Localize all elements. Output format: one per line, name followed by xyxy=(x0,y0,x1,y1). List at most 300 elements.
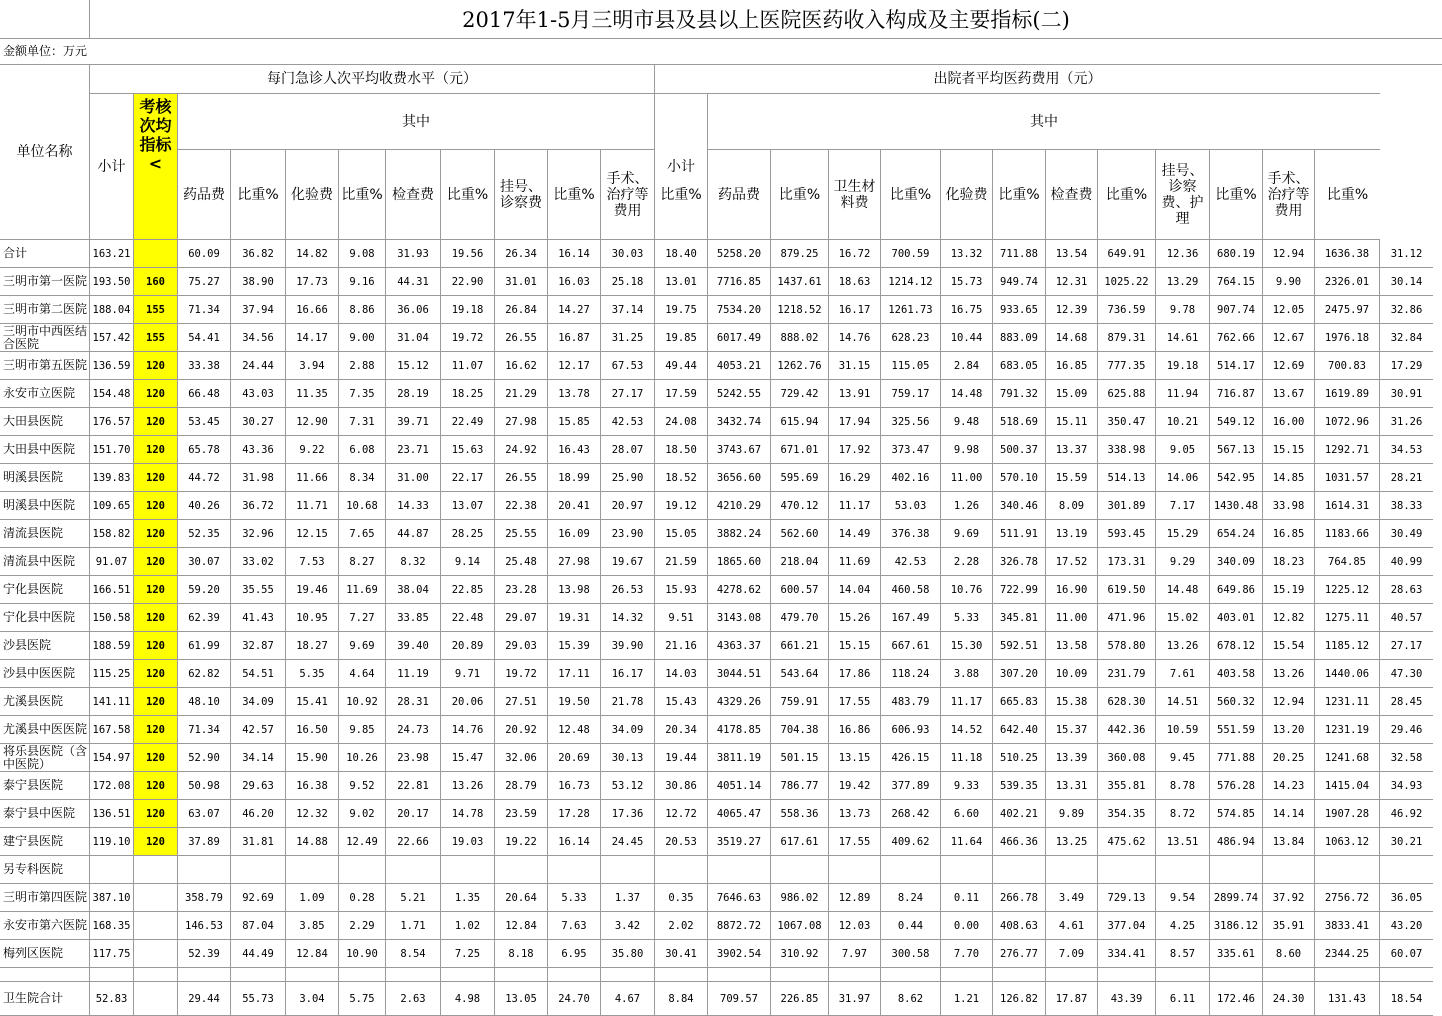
table-value xyxy=(386,856,441,884)
table-value: 44.87 xyxy=(386,520,441,548)
table-value: 486.94 xyxy=(1210,828,1263,856)
table-value: 22.90 xyxy=(441,268,495,296)
table-value: 36.05 xyxy=(1380,884,1433,912)
table-value: 23.71 xyxy=(386,436,441,464)
table-value: 32.96 xyxy=(231,520,286,548)
table-value: 24.45 xyxy=(601,828,655,856)
table-value: 11.64 xyxy=(941,828,993,856)
assess-value: 120 xyxy=(134,548,178,576)
table-value: 20.41 xyxy=(548,492,601,520)
table-value: 661.21 xyxy=(771,632,829,660)
table-value: 11.94 xyxy=(1156,380,1210,408)
table-value: 9.14 xyxy=(441,548,495,576)
table-value: 879.25 xyxy=(771,240,829,268)
table-value: 13.05 xyxy=(495,982,548,1016)
assess-value: 120 xyxy=(134,492,178,520)
header-op-col: 手术、治疗等费用 xyxy=(601,150,655,240)
header-ip-col: 检查费 xyxy=(1046,150,1098,240)
table-value: 43.20 xyxy=(1380,912,1433,940)
table-value: 10.76 xyxy=(941,576,993,604)
table-value: 354.35 xyxy=(1098,800,1156,828)
table-value: 300.58 xyxy=(881,940,941,968)
table-value: 30.07 xyxy=(178,548,231,576)
header-op-of-which: 其中 xyxy=(178,94,655,150)
table-value: 136.59 xyxy=(90,352,134,380)
table-value: 16.17 xyxy=(829,296,881,324)
sheet-title: 2017年1-5月三明市县及县以上医院医药收入构成及主要指标(二) xyxy=(90,0,1442,39)
table-value: 716.87 xyxy=(1210,380,1263,408)
table-value: 16.00 xyxy=(1263,408,1315,436)
table-value: 34.56 xyxy=(231,324,286,352)
table-value: 1025.22 xyxy=(1098,268,1156,296)
table-value: 7.70 xyxy=(941,940,993,968)
table-value: 48.10 xyxy=(178,688,231,716)
table-value: 17.36 xyxy=(601,800,655,828)
table-value: 606.93 xyxy=(881,716,941,744)
table-value: 4.67 xyxy=(601,982,655,1016)
table-value: 150.58 xyxy=(90,604,134,632)
row-name: 明溪县中医院 xyxy=(0,492,90,520)
table-value: 28.19 xyxy=(386,380,441,408)
table-value: 8.78 xyxy=(1156,772,1210,800)
table-value: 334.41 xyxy=(1098,940,1156,968)
assess-value xyxy=(134,856,178,884)
table-value: 11.00 xyxy=(1046,604,1098,632)
table-value: 13.39 xyxy=(1046,744,1098,772)
table-value: 11.17 xyxy=(941,688,993,716)
table-value: 32.87 xyxy=(231,632,286,660)
table-value: 15.37 xyxy=(1046,716,1098,744)
table-value: 10.59 xyxy=(1156,716,1210,744)
table-value: 7.09 xyxy=(1046,940,1098,968)
table-value: 42.53 xyxy=(881,548,941,576)
table-value: 9.90 xyxy=(1263,268,1315,296)
table-value: 19.46 xyxy=(286,576,339,604)
table-value: 115.05 xyxy=(881,352,941,380)
table-value: 2475.97 xyxy=(1315,296,1380,324)
table-value: 34.09 xyxy=(231,688,286,716)
assess-value: 155 xyxy=(134,324,178,352)
table-value: 3.04 xyxy=(286,982,339,1016)
table-value: 31.81 xyxy=(231,828,286,856)
table-value: 4210.29 xyxy=(708,492,771,520)
table-value: 25.55 xyxy=(495,520,548,548)
table-value: 231.79 xyxy=(1098,660,1156,688)
table-value: 16.73 xyxy=(548,772,601,800)
table-value: 172.46 xyxy=(1210,982,1263,1016)
table-value: 13.15 xyxy=(829,744,881,772)
table-value xyxy=(601,856,655,884)
table-value: 16.50 xyxy=(286,716,339,744)
table-value: 360.08 xyxy=(1098,744,1156,772)
table-value: 118.24 xyxy=(881,660,941,688)
table-value: 9.02 xyxy=(339,800,386,828)
header-ip-col: 化验费 xyxy=(941,150,993,240)
table-value: 20.17 xyxy=(386,800,441,828)
table-value: 301.89 xyxy=(1098,492,1156,520)
table-value: 14.48 xyxy=(941,380,993,408)
table-value xyxy=(708,856,771,884)
table-value: 1976.18 xyxy=(1315,324,1380,352)
table-value: 6017.49 xyxy=(708,324,771,352)
table-value: 3.49 xyxy=(1046,884,1098,912)
table-value: 5242.55 xyxy=(708,380,771,408)
table-value: 26.53 xyxy=(601,576,655,604)
table-value: 16.14 xyxy=(548,240,601,268)
table-value: 7.61 xyxy=(1156,660,1210,688)
table-value xyxy=(993,856,1046,884)
table-value: 13.20 xyxy=(1263,716,1315,744)
table-value: 15.43 xyxy=(655,688,708,716)
table-value xyxy=(1315,856,1380,884)
table-value: 19.42 xyxy=(829,772,881,800)
table-value: 19.22 xyxy=(495,828,548,856)
table-value: 119.10 xyxy=(90,828,134,856)
table-value: 8.34 xyxy=(339,464,386,492)
table-value: 29.03 xyxy=(495,632,548,660)
table-value: 501.15 xyxy=(771,744,829,772)
table-value xyxy=(993,968,1046,982)
table-value: 16.14 xyxy=(548,828,601,856)
table-value: 578.80 xyxy=(1098,632,1156,660)
table-value: 176.57 xyxy=(90,408,134,436)
table-value: 66.48 xyxy=(178,380,231,408)
table-value xyxy=(231,968,286,982)
table-value: 2.28 xyxy=(941,548,993,576)
table-value: 15.47 xyxy=(441,744,495,772)
table-value: 60.09 xyxy=(178,240,231,268)
table-value xyxy=(339,856,386,884)
header-op-subtotal: 小计 xyxy=(90,94,134,240)
table-value: 2326.01 xyxy=(1315,268,1380,296)
table-value: 22.66 xyxy=(386,828,441,856)
table-value: 13.54 xyxy=(1046,240,1098,268)
table-value: 43.36 xyxy=(231,436,286,464)
table-value xyxy=(941,968,993,982)
table-value: 33.38 xyxy=(178,352,231,380)
header-op-col: 比重% xyxy=(548,150,601,240)
table-value: 13.26 xyxy=(1263,660,1315,688)
table-value: 24.30 xyxy=(1263,982,1315,1016)
table-value: 16.85 xyxy=(1046,352,1098,380)
table-value: 543.64 xyxy=(771,660,829,688)
table-value: 32.58 xyxy=(1380,744,1433,772)
table-value: 31.26 xyxy=(1380,408,1433,436)
table-value: 12.49 xyxy=(339,828,386,856)
table-value: 21.29 xyxy=(495,380,548,408)
table-value: 9.08 xyxy=(339,240,386,268)
table-value: 28.25 xyxy=(441,520,495,548)
table-value: 4178.85 xyxy=(708,716,771,744)
table-value: 325.56 xyxy=(881,408,941,436)
table-value: 14.82 xyxy=(286,240,339,268)
table-value: 50.98 xyxy=(178,772,231,800)
table-value: 29.63 xyxy=(231,772,286,800)
header-ip-col: 比重% xyxy=(1098,150,1156,240)
table-value: 13.37 xyxy=(1046,436,1098,464)
table-value: 19.18 xyxy=(1156,352,1210,380)
table-value: 22.48 xyxy=(441,604,495,632)
table-value: 16.38 xyxy=(286,772,339,800)
table-value: 17.52 xyxy=(1046,548,1098,576)
table-value: 1.26 xyxy=(941,492,993,520)
header-ip-of-which: 其中 xyxy=(708,94,1380,150)
table-value: 42.57 xyxy=(231,716,286,744)
table-value: 276.77 xyxy=(993,940,1046,968)
table-value: 14.32 xyxy=(601,604,655,632)
table-value: 3902.54 xyxy=(708,940,771,968)
table-value: 764.15 xyxy=(1210,268,1263,296)
header-ip-col: 挂号、诊察费、护理 xyxy=(1156,150,1210,240)
header-ip-col: 卫生材料费 xyxy=(829,150,881,240)
table-value: 593.45 xyxy=(1098,520,1156,548)
table-value: 8.57 xyxy=(1156,940,1210,968)
table-value: 1415.04 xyxy=(1315,772,1380,800)
table-value: 31.12 xyxy=(1380,240,1433,268)
table-value: 151.70 xyxy=(90,436,134,464)
assess-value: 120 xyxy=(134,408,178,436)
table-value: 12.84 xyxy=(495,912,548,940)
table-value: 20.25 xyxy=(1263,744,1315,772)
table-value: 2.02 xyxy=(655,912,708,940)
table-value: 218.04 xyxy=(771,548,829,576)
table-value: 36.06 xyxy=(386,296,441,324)
table-value: 3044.51 xyxy=(708,660,771,688)
table-value: 9.00 xyxy=(339,324,386,352)
table-value: 595.69 xyxy=(771,464,829,492)
table-value: 12.03 xyxy=(829,912,881,940)
table-value: 39.90 xyxy=(601,632,655,660)
row-name xyxy=(0,968,90,982)
table-value: 33.85 xyxy=(386,604,441,632)
table-value: 15.12 xyxy=(386,352,441,380)
table-value: 426.15 xyxy=(881,744,941,772)
table-value: 12.82 xyxy=(1263,604,1315,632)
table-value: 20.97 xyxy=(601,492,655,520)
table-value: 139.83 xyxy=(90,464,134,492)
row-name: 将乐县医院（含中医院） xyxy=(0,744,90,772)
header-ip-col: 药品费 xyxy=(708,150,771,240)
header-outpatient-group: 每门急诊人次平均收费水平（元） xyxy=(90,65,655,94)
table-value: 11.00 xyxy=(941,464,993,492)
table-value: 167.58 xyxy=(90,716,134,744)
table-value: 12.39 xyxy=(1046,296,1098,324)
table-value xyxy=(881,968,941,982)
table-value: 7716.85 xyxy=(708,268,771,296)
table-value: 1225.12 xyxy=(1315,576,1380,604)
table-value: 141.11 xyxy=(90,688,134,716)
table-value: 28.31 xyxy=(386,688,441,716)
table-value: 30.27 xyxy=(231,408,286,436)
table-value: 7534.20 xyxy=(708,296,771,324)
table-value: 71.34 xyxy=(178,716,231,744)
header-op-col: 比重% xyxy=(339,150,386,240)
table-value xyxy=(386,968,441,982)
table-value: 18.40 xyxy=(655,240,708,268)
table-value: 0.00 xyxy=(941,912,993,940)
table-value: 16.17 xyxy=(601,660,655,688)
table-value: 13.29 xyxy=(1156,268,1210,296)
table-value: 9.33 xyxy=(941,772,993,800)
table-value: 15.54 xyxy=(1263,632,1315,660)
assess-value: 160 xyxy=(134,268,178,296)
assess-value: 120 xyxy=(134,604,178,632)
table-value: 10.90 xyxy=(339,940,386,968)
table-value: 387.10 xyxy=(90,884,134,912)
table-value: 37.89 xyxy=(178,828,231,856)
table-value: 1.35 xyxy=(441,884,495,912)
table-value: 42.53 xyxy=(601,408,655,436)
row-name: 三明市第五医院 xyxy=(0,352,90,380)
table-value: 62.82 xyxy=(178,660,231,688)
table-value: 1185.12 xyxy=(1315,632,1380,660)
table-value: 11.07 xyxy=(441,352,495,380)
table-value: 654.24 xyxy=(1210,520,1263,548)
table-value: 22.85 xyxy=(441,576,495,604)
table-value: 12.05 xyxy=(1263,296,1315,324)
table-value: 771.88 xyxy=(1210,744,1263,772)
table-value: 4329.26 xyxy=(708,688,771,716)
table-value: 3.85 xyxy=(286,912,339,940)
table-value: 18.27 xyxy=(286,632,339,660)
table-value: 24.70 xyxy=(548,982,601,1016)
table-value: 14.27 xyxy=(548,296,601,324)
table-value: 1275.11 xyxy=(1315,604,1380,632)
corner-cell xyxy=(0,0,90,39)
table-value: 52.90 xyxy=(178,744,231,772)
table-value: 8.18 xyxy=(495,940,548,968)
row-name: 明溪县医院 xyxy=(0,464,90,492)
table-value: 19.44 xyxy=(655,744,708,772)
header-op-col: 比重% xyxy=(655,150,708,240)
table-value: 54.41 xyxy=(178,324,231,352)
table-value: 576.28 xyxy=(1210,772,1263,800)
table-value: 466.36 xyxy=(993,828,1046,856)
header-op-col: 药品费 xyxy=(178,150,231,240)
table-value xyxy=(339,968,386,982)
table-value: 14.48 xyxy=(1156,576,1210,604)
table-value: 71.34 xyxy=(178,296,231,324)
table-value: 483.79 xyxy=(881,688,941,716)
table-value: 376.38 xyxy=(881,520,941,548)
table-value: 30.41 xyxy=(655,940,708,968)
table-value: 52.83 xyxy=(90,982,134,1016)
table-value: 13.91 xyxy=(829,380,881,408)
table-value: 16.86 xyxy=(829,716,881,744)
table-value: 12.94 xyxy=(1263,240,1315,268)
assess-value: 155 xyxy=(134,296,178,324)
table-value: 5.21 xyxy=(386,884,441,912)
table-value: 9.45 xyxy=(1156,744,1210,772)
table-value xyxy=(90,856,134,884)
table-value: 22.17 xyxy=(441,464,495,492)
table-value: 574.85 xyxy=(1210,800,1263,828)
table-value: 5.35 xyxy=(286,660,339,688)
table-value: 23.59 xyxy=(495,800,548,828)
table-value: 12.36 xyxy=(1156,240,1210,268)
table-value: 442.36 xyxy=(1098,716,1156,744)
table-value: 7.27 xyxy=(339,604,386,632)
header-inpatient-group: 出院者平均医药费用（元） xyxy=(655,65,1380,94)
table-value: 402.21 xyxy=(993,800,1046,828)
table-value: 8.84 xyxy=(655,982,708,1016)
table-value: 15.85 xyxy=(548,408,601,436)
table-value: 17.87 xyxy=(1046,982,1098,1016)
table-value: 310.92 xyxy=(771,940,829,968)
table-value xyxy=(771,856,829,884)
table-value xyxy=(1098,856,1156,884)
table-value: 11.66 xyxy=(286,464,339,492)
table-value: 3833.41 xyxy=(1315,912,1380,940)
table-value: 146.53 xyxy=(178,912,231,940)
table-value: 470.12 xyxy=(771,492,829,520)
table-value: 16.29 xyxy=(829,464,881,492)
table-value: 17.86 xyxy=(829,660,881,688)
table-value: 5258.20 xyxy=(708,240,771,268)
table-value: 91.07 xyxy=(90,548,134,576)
table-value: 549.12 xyxy=(1210,408,1263,436)
table-value: 30.86 xyxy=(655,772,708,800)
table-value: 31.04 xyxy=(386,324,441,352)
table-value: 15.41 xyxy=(286,688,339,716)
table-value: 986.02 xyxy=(771,884,829,912)
table-value: 52.35 xyxy=(178,520,231,548)
table-value: 15.02 xyxy=(1156,604,1210,632)
table-value: 35.91 xyxy=(1263,912,1315,940)
table-value: 13.78 xyxy=(548,380,601,408)
table-value: 8.54 xyxy=(386,940,441,968)
table-value: 34.09 xyxy=(601,716,655,744)
table-value: 642.40 xyxy=(993,716,1046,744)
table-value: 14.51 xyxy=(1156,688,1210,716)
table-value: 4.61 xyxy=(1046,912,1098,940)
row-name: 梅列区医院 xyxy=(0,940,90,968)
table-value: 11.69 xyxy=(339,576,386,604)
table-value: 1440.06 xyxy=(1315,660,1380,688)
table-value: 15.11 xyxy=(1046,408,1098,436)
assess-value xyxy=(134,982,178,1016)
row-name: 永安市第六医院 xyxy=(0,912,90,940)
table-value: 12.15 xyxy=(286,520,339,548)
table-value: 19.67 xyxy=(601,548,655,576)
table-value: 39.71 xyxy=(386,408,441,436)
table-value: 40.99 xyxy=(1380,548,1433,576)
table-value: 31.98 xyxy=(231,464,286,492)
table-value: 31.15 xyxy=(829,352,881,380)
table-value: 619.50 xyxy=(1098,576,1156,604)
table-value: 19.12 xyxy=(655,492,708,520)
table-value: 12.72 xyxy=(655,800,708,828)
table-value: 19.75 xyxy=(655,296,708,324)
table-value: 30.03 xyxy=(601,240,655,268)
table-value: 46.92 xyxy=(1380,800,1433,828)
table-value xyxy=(495,968,548,982)
table-value xyxy=(1046,856,1098,884)
table-value: 1262.76 xyxy=(771,352,829,380)
table-value: 471.96 xyxy=(1098,604,1156,632)
table-value: 49.44 xyxy=(655,352,708,380)
table-value: 9.48 xyxy=(941,408,993,436)
table-value: 23.28 xyxy=(495,576,548,604)
table-value: 1261.73 xyxy=(881,296,941,324)
table-value xyxy=(771,968,829,982)
table-value: 17.28 xyxy=(548,800,601,828)
table-value xyxy=(655,856,708,884)
table-value: 340.09 xyxy=(1210,548,1263,576)
table-value: 14.68 xyxy=(1046,324,1098,352)
table-value: 8.62 xyxy=(881,982,941,1016)
table-value: 683.05 xyxy=(993,352,1046,380)
